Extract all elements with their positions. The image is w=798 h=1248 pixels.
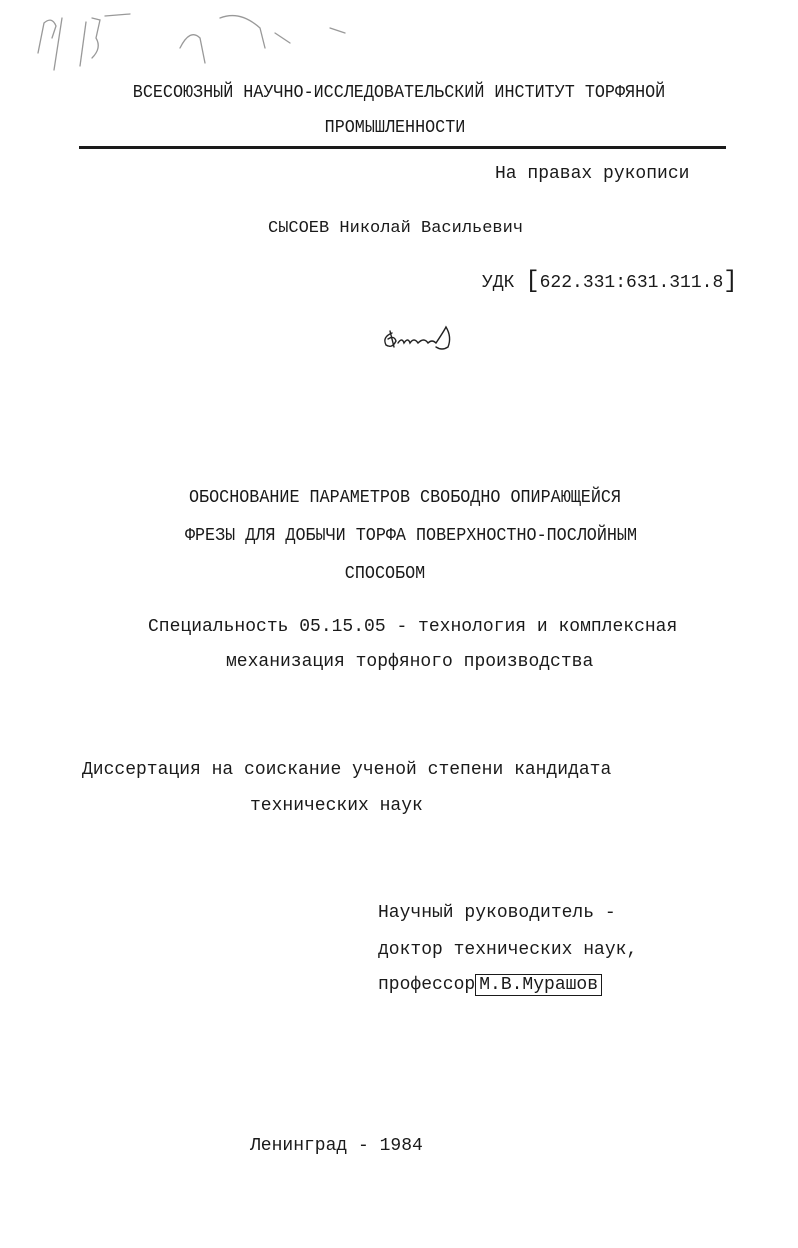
dissertation-line1: Диссертация на соискание ученой степени кандидата xyxy=(82,760,612,780)
specialty-line2: механизация торфяного производства xyxy=(226,652,594,672)
supervisor-title: профессор xyxy=(378,975,476,995)
supervisor-name: М.В.Мурашов xyxy=(475,974,602,996)
manuscript-rights: На правах рукописи xyxy=(495,164,690,184)
title-line2: ФРЕЗЫ ДЛЯ ДОБЫЧИ ТОРФА ПОВЕРХНОСТНО-ПОСЛОЙНЫМ xyxy=(184,526,638,546)
specialty-line1: Специальность 05.15.05 - технология и комплексная xyxy=(148,617,678,637)
dissertation-line2: технических наук xyxy=(250,796,423,816)
institute-name-line1: ВСЕСОЮЗНЫЙ НАУЧНО-ИССЛЕДОВАТЕЛЬСКИЙ ИНСТИТУТ ТОРФЯНОЙ xyxy=(132,83,666,103)
author-name: СЫСОЕВ Николай Васильевич xyxy=(268,219,524,238)
signature xyxy=(380,325,460,355)
header-divider xyxy=(79,146,726,149)
supervisor-line3 xyxy=(378,975,602,995)
handwritten-note xyxy=(30,8,360,78)
udk-code: 622.331:631.311.8 xyxy=(539,273,724,293)
supervisor-line2: доктор технических наук, xyxy=(378,940,638,960)
udk: УДК [622.331:631.311.8] xyxy=(482,268,738,295)
title-line3: СПОСОБОМ xyxy=(344,564,426,584)
udk-label: УДК xyxy=(482,273,515,293)
institute-name-line2: ПРОМЫШЛЕННОСТИ xyxy=(324,118,466,138)
supervisor-line1: Научный руководитель - xyxy=(378,903,616,923)
place-year: Ленинград - 1984 xyxy=(250,1136,423,1156)
title-line1: ОБОСНОВАНИЕ ПАРАМЕТРОВ СВОБОДНО ОПИРАЮЩЕЙСЯ xyxy=(189,488,621,508)
